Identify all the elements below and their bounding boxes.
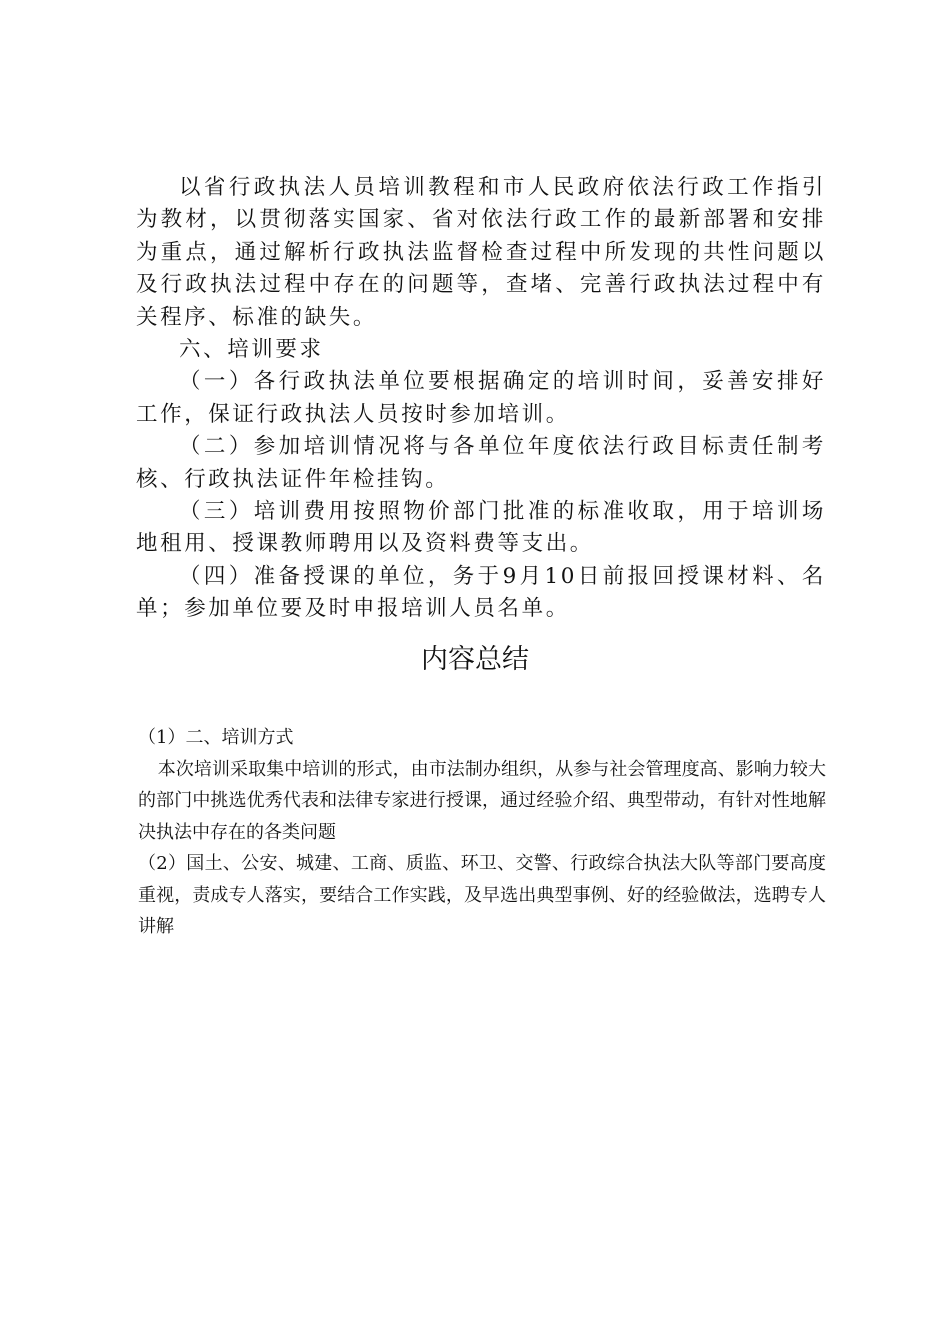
- requirement-item-1: （一）各行政执法单位要根据确定的培训时间，妥善安排好工作，保证行政执法人员按时参加培训。: [136, 369, 826, 427]
- summary-title: 内容总结: [421, 644, 529, 675]
- section-heading-training-requirements: 六、培训要求: [179, 337, 324, 363]
- requirement-item-2: （二）参加培训情况将与各单位年度依法行政目标责任制考核、行政执法证件年检挂钩。: [136, 434, 826, 492]
- summary-section: [138, 722, 826, 943]
- summary-item-1-text: 本次培训采取集中培训的形式，由市法制办组织，从参与社会管理度高、影响力较大的部门中挑选优秀代表和法律专家进行授课，通过经验介绍、典型带动，有针对性地解决执法中存在的各类问题: [138, 758, 826, 843]
- requirement-item-3: （三）培训费用按照物价部门批准的标准收取，用于培训场地租用、授课教师聘用以及资料费等支出。: [136, 499, 826, 557]
- requirement-item-4: （四）准备授课的单位，务于9月10日前报回授课材料、名单；参加单位要及时申报培训人员名单。: [136, 563, 826, 622]
- document-body: [136, 172, 826, 626]
- body-paragraph-training-content: 以省行政执法人员培训教程和市人民政府依法行政工作指引为教材，以贯彻落实国家、省对依法行政工作的最新部署和安排为重点，通过解析行政执法监督检查过程中所发现的共性问题以及行政执法过程中存在的问题等，查堵、完善行政执法过程中有关程序、标准的缺失。: [136, 175, 826, 330]
- summary-item-2-text: （2）国土、公安、城建、工商、质监、环卫、交警、行政综合执法大队等部门要高度重视，责成专人落实，要结合工作实践，及早选出典型事例、好的经验做法，选聘专人讲解: [138, 853, 826, 937]
- summary-item-1-heading: （1）二、培训方式: [138, 727, 294, 748]
